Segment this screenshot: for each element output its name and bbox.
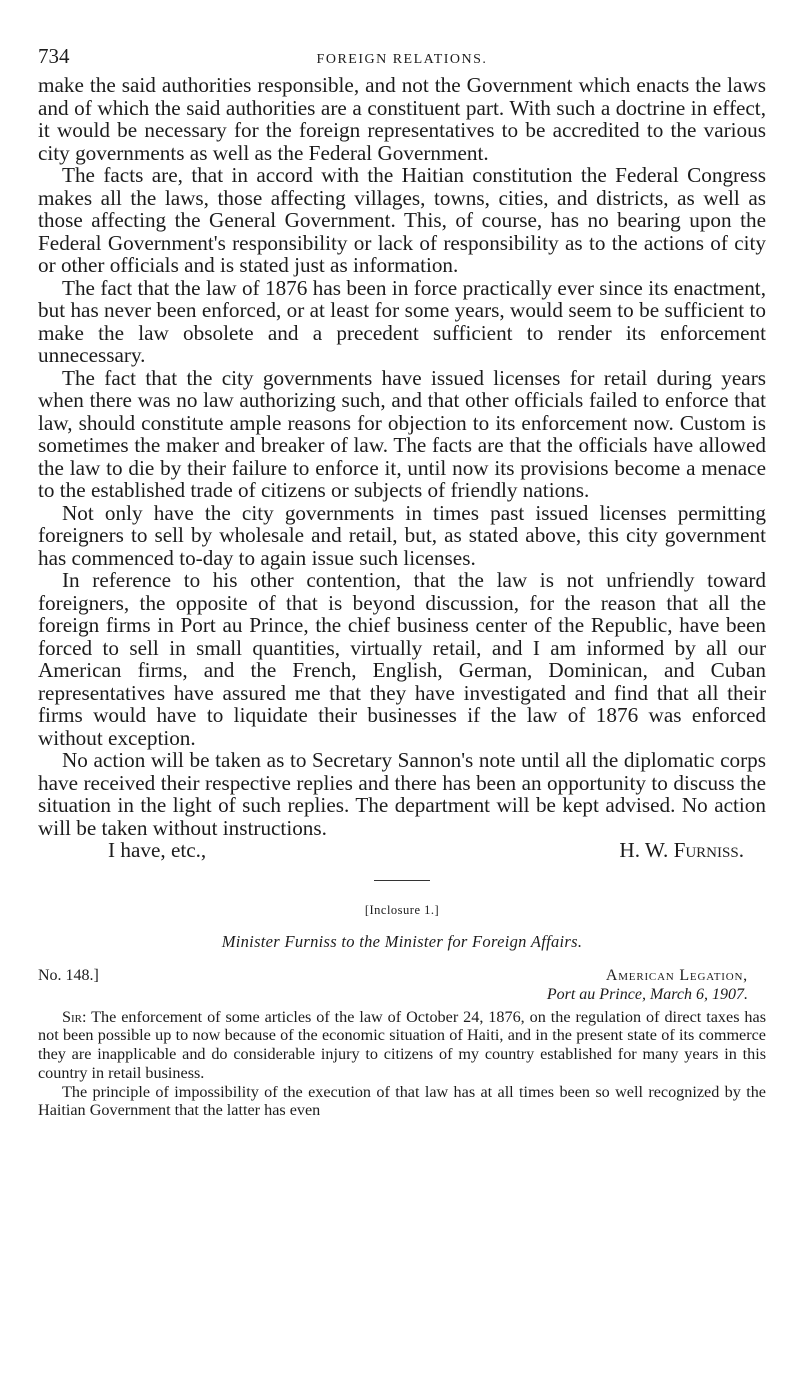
salutation: Sir: bbox=[62, 1007, 87, 1026]
inclosure-body bbox=[38, 1008, 766, 1121]
place-date: Port au Prince, March 6, 1907. bbox=[546, 985, 748, 1003]
document-page bbox=[38, 44, 766, 1120]
page-header bbox=[38, 44, 766, 74]
running-head: FOREIGN RELATIONS. bbox=[316, 52, 488, 67]
signature-name: H. W. Furniss. bbox=[619, 838, 744, 862]
inclosure-title: Minister Furniss to the Minister for Foreign Affairs. bbox=[221, 931, 583, 951]
letter-number: No. 148.] bbox=[38, 966, 99, 984]
body-paragraph-2: The facts are, that in accord with the Haitian constitution the Federal Congress makes all the laws, those affecting villages, towns, cities, and districts, as well as those affecting the General Government. This, of course, has no bearing upon the Federal Government's responsibility or lack of responsibility as to the actions of city or other officials and is stated just as information. bbox=[38, 163, 766, 277]
body-paragraph-6: In reference to his other contention, that the law is not unfriendly toward foreigners, the opposite of that is beyond discussion, for the reason that all the foreign firms in Port au Prince, the chief business center of the Republic, have been forced to sell in small quantities, virtually retail, and I am informed by all our American firms, and the French, English, German, Dominican, and Cuban representatives have assured me that they have investigated and find that all their firms would have to liquidate their businesses if the law of 1876 was enforced without exception. bbox=[38, 568, 766, 750]
inclosure-paragraph-1-text: The enforcement of some articles of the law of October 24, 1876, on the regulation of direct taxes has not been possible up to now because of the economic situation of Haiti, and in the present state of its commerce they are inapplicable and do considerable injury to citizens of my country established for many years in this country in retail business. bbox=[38, 1007, 766, 1082]
body-paragraph-4: The fact that the city governments have issued licenses for retail during years when there was no law authorizing such, and that other officials failed to enforce that law, should constitute ample reasons for objection to its enforcement now. Custom is sometimes the maker and breaker of law. The facts are that the officials have allowed the law to die by their failure to enforce it, until now its provisions become a menace to the established trade of citizens or subjects of friendly nations. bbox=[38, 365, 766, 502]
body-paragraph-1: make the said authorities responsible, and not the Government which enacts the laws and of which the said authorities are a constituent part. With such a doctrine in effect, it would be necessary for the foreign representatives to be accredited to the various city governments as well as the Federal Government. bbox=[38, 73, 766, 165]
legation-block bbox=[547, 966, 766, 1004]
body-paragraph-7: No action will be taken as to Secretary Sannon's note until all the diplomatic corps have received their respective replies and there has been an opportunity to discuss the situation in the light of such replies. The department will be kept advised. No action will be taken without instructions. bbox=[38, 748, 766, 840]
inclosure-paragraph-1 bbox=[38, 1008, 766, 1083]
inclosure-paragraph-2: The principle of impossibility of the execution of that law has at all times been so well recognized by the Haitian Government that the latter has even bbox=[38, 1082, 766, 1120]
letter-body bbox=[38, 74, 766, 839]
legation-name: American Legation, bbox=[605, 966, 748, 984]
inclosure-letterhead bbox=[38, 966, 766, 1004]
body-paragraph-5: Not only have the city governments in times past issued licenses permitting foreigners to sell by wholesale and retail, but, as stated above, this city government has commenced to-day to again issue such licenses. bbox=[38, 500, 766, 570]
closing-text: I have, etc., bbox=[108, 838, 207, 862]
inclosure-label: [Inclosure 1.] bbox=[364, 902, 440, 917]
section-divider bbox=[374, 880, 430, 881]
body-paragraph-3: The fact that the law of 1876 has been in force practically ever since its enactment, but has never been enforced, or at least for some years, would seem to be sufficient to make the law obsolete and a precedent sufficient to render its enforcement unnecessary. bbox=[38, 275, 766, 367]
page-number: 734 bbox=[38, 44, 70, 68]
signature-line bbox=[38, 839, 766, 862]
